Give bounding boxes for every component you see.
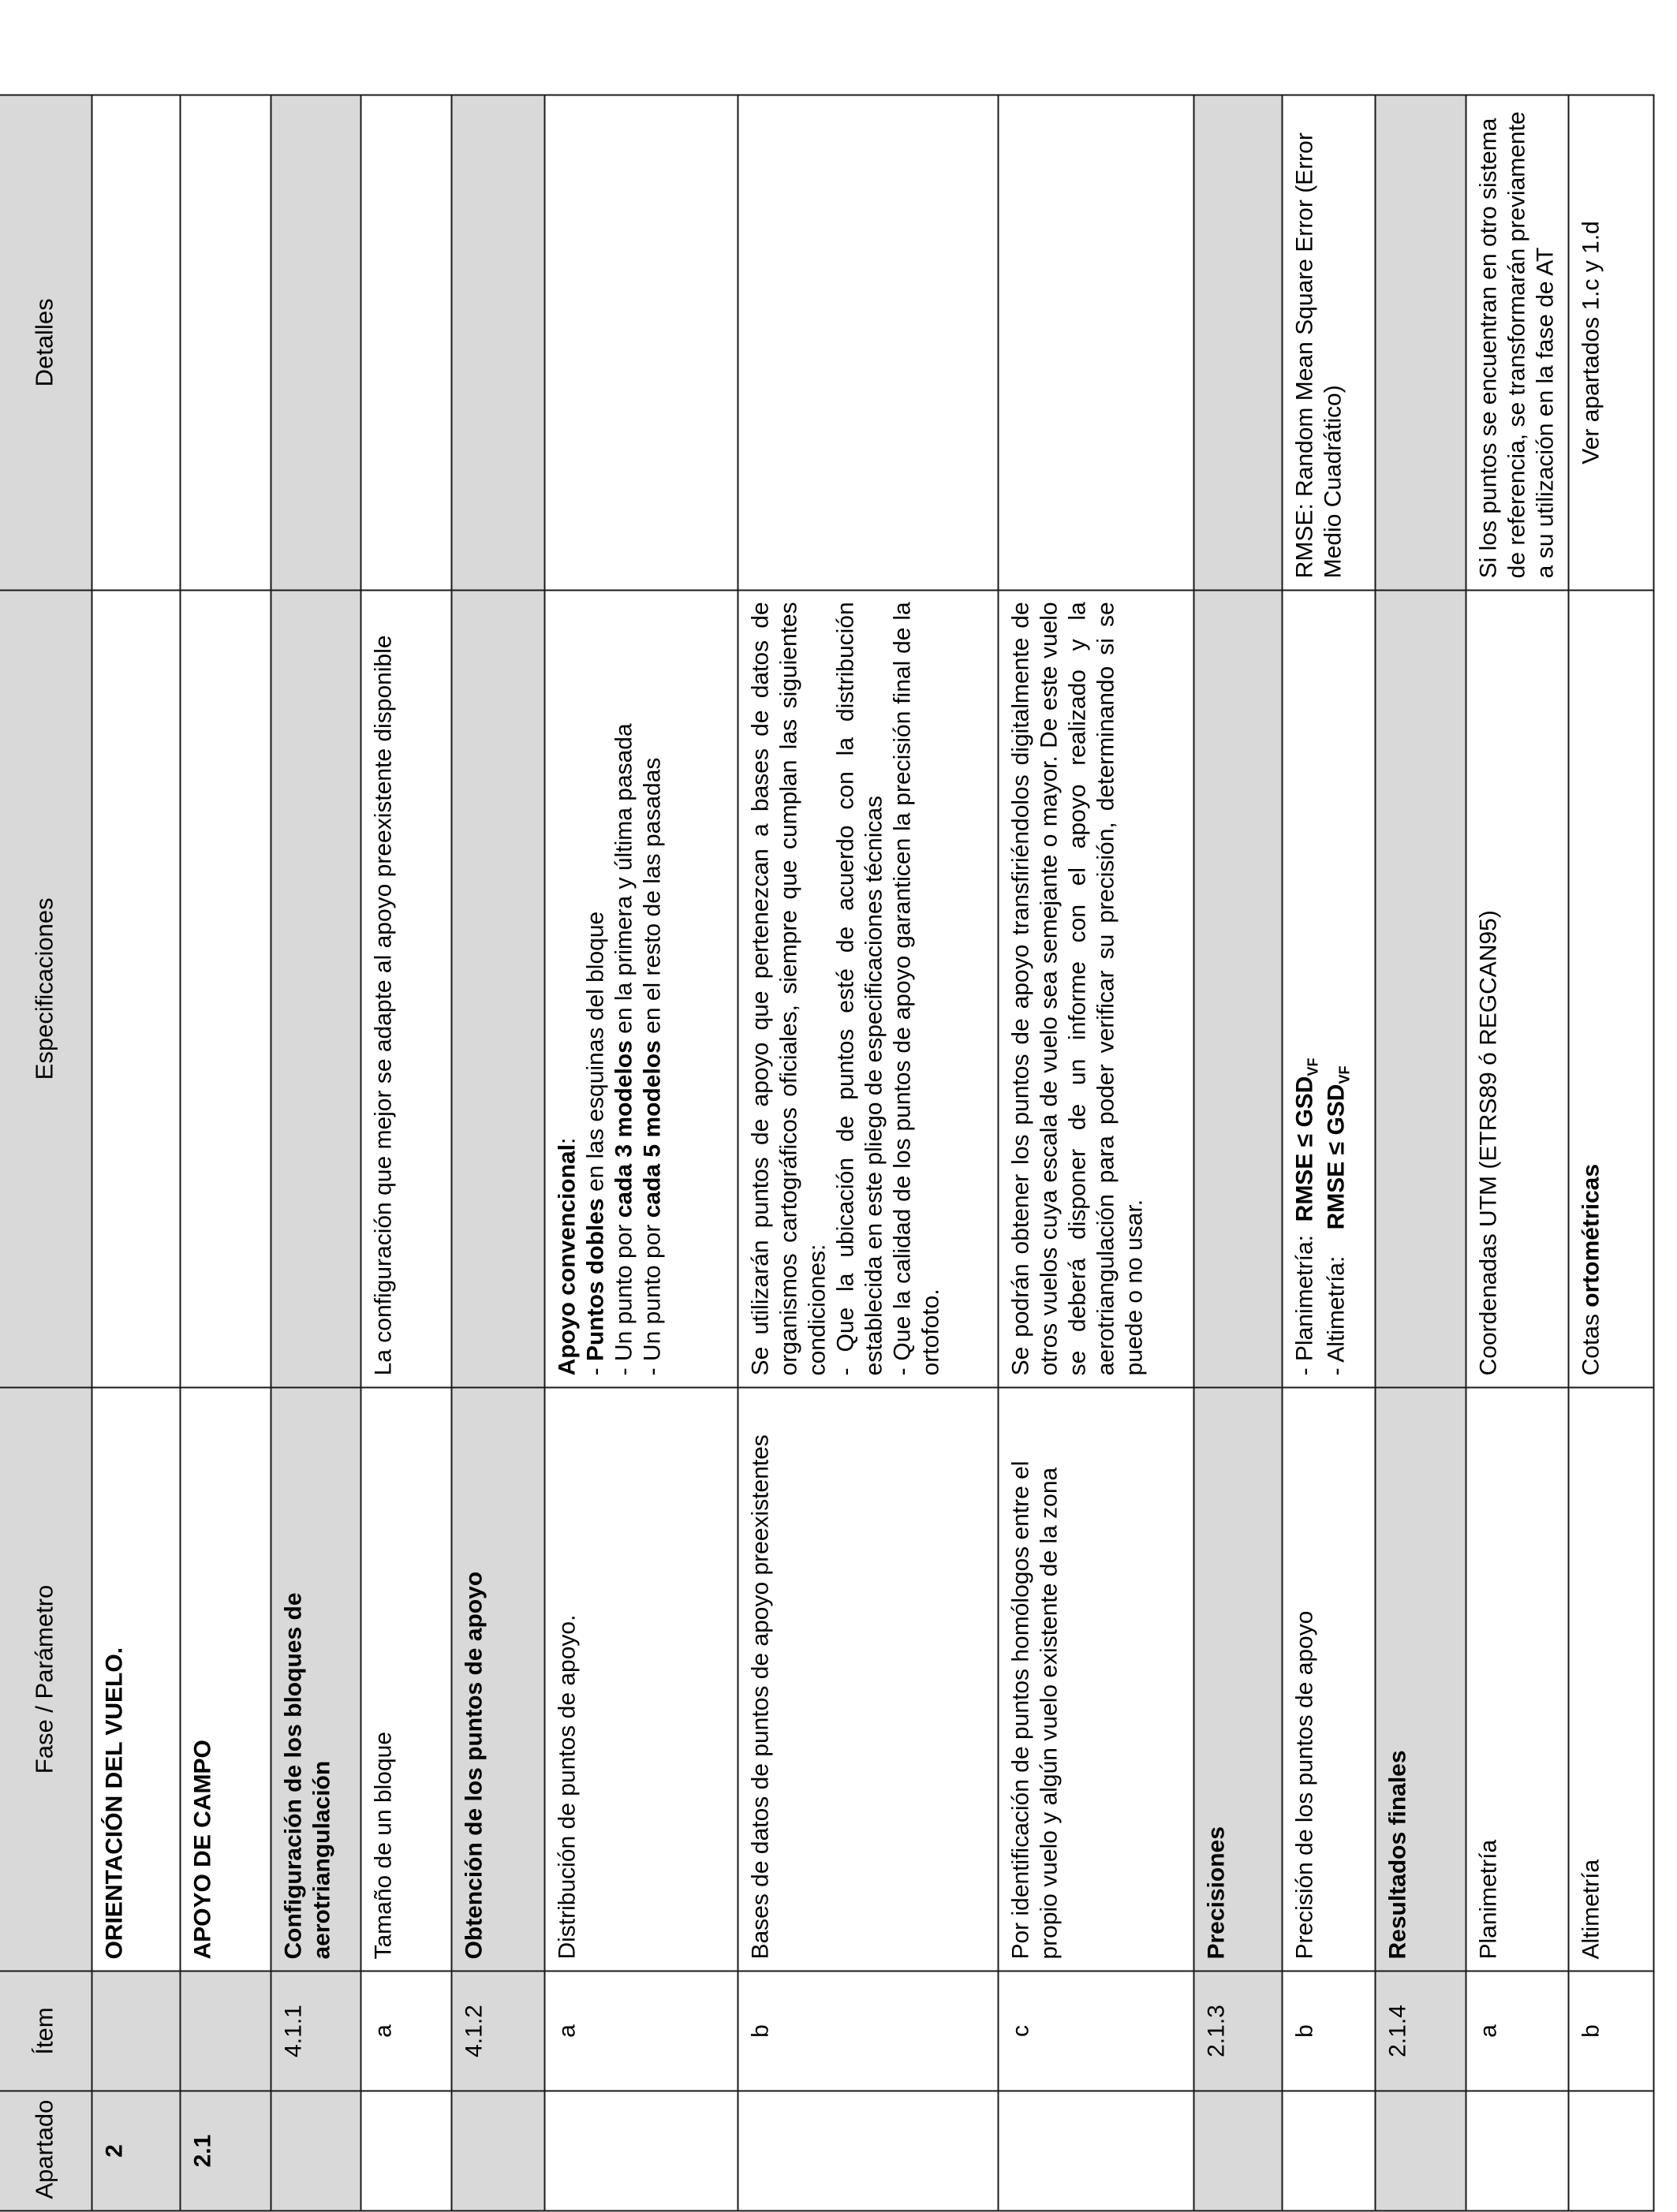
cell-spec (738, 590, 998, 1387)
cell-spec: La configuración que mejor se adapte al apoyo preexistente disponible (360, 590, 451, 1387)
cell-fase: Precisiones (1193, 1387, 1282, 1971)
table-row (1375, 95, 1466, 2211)
table-row (1282, 95, 1375, 2211)
table-row (544, 95, 738, 2211)
cell-apartado: 2 (92, 2091, 180, 2211)
cell-item: 4.1.1 (271, 1971, 360, 2091)
spec-line-3-rest: en el resto de las pasadas (639, 757, 665, 1041)
cell-fase: Precisión de los puntos de apoyo (1282, 1387, 1375, 1971)
cell-item: 2.1.4 (1375, 1971, 1466, 2091)
spec-paragraph-3: - Que la calidad de los puntos de apoyo garanticen la precisión final de la ortofoto. (889, 602, 943, 1376)
cell-fase: APOYO DE CAMPO (180, 1387, 271, 1971)
cell-fase: Tamaño de un bloque (360, 1387, 451, 1971)
header-detalles: Detalles (0, 95, 92, 591)
cell-detail (998, 95, 1193, 591)
cell-spec (1193, 590, 1282, 1387)
cell-item: b (1568, 1971, 1653, 2091)
table-row (360, 95, 451, 2211)
cell-spec: Coordenadas UTM (ETRS89 ó REGCAN95) (1466, 590, 1568, 1387)
spec-line-1-rest: en las esquinas del bloque (582, 911, 608, 1199)
planimetria-label: - Planimetría: (1291, 1235, 1317, 1376)
cell-spec (180, 590, 271, 1387)
spec-line-2-rest: en la primera y última pasada (611, 723, 637, 1041)
cell-fase: Planimetría (1466, 1387, 1568, 1971)
cell-detail: Si los puntos se encuentran en otro sistema de referencia, se transformarán previamente a su utilización en la fase de AT (1466, 95, 1568, 591)
cell-apartado (360, 2091, 451, 2211)
planimetria-subscript: VF (1305, 1058, 1320, 1076)
spec-line-1 (581, 602, 610, 1375)
cell-apartado: 2.1 (180, 2091, 271, 2211)
table-row (451, 95, 544, 2211)
table-row (1466, 95, 1568, 2211)
header-apartado: Apartado (0, 2091, 92, 2211)
table-row (998, 95, 1193, 2211)
cell-item: 2.1.3 (1193, 1971, 1282, 2091)
header-item: Ítem (0, 1971, 92, 2091)
cell-detail (544, 95, 738, 591)
altimetria-label: - Altimetría: (1322, 1255, 1349, 1376)
rotated-table-container (0, 95, 1604, 2212)
cell-spec (451, 590, 544, 1387)
cell-apartado (1282, 2091, 1375, 2211)
spec-paragraph-2: - Que la ubicación de puntos esté de acuerdo con la distribución establecida en este pliego de especificaciones técnicas (832, 602, 887, 1376)
cell-detail (360, 95, 451, 591)
cell-apartado (738, 2091, 998, 2211)
specifications-table (0, 95, 1654, 2212)
cell-fase: Bases de datos de puntos de apoyo preexistentes (738, 1387, 998, 1971)
planimetria-precision (1290, 602, 1322, 1375)
spec-line-2 (610, 602, 638, 1375)
spec-line-3-pre: - Un punto por (639, 1218, 665, 1376)
altimetria-precision (1322, 602, 1354, 1375)
cell-detail (1193, 95, 1282, 591)
table-row (1193, 95, 1282, 2211)
altimetria-value: RMSE ≤ GSD (1322, 1084, 1349, 1230)
cell-detail: Ver apartados 1.c y 1.d (1568, 95, 1653, 591)
cell-item: a (360, 1971, 451, 2091)
spec-line-2-bold: cada 3 modelos (611, 1040, 637, 1218)
cell-detail (271, 95, 360, 591)
cell-item: b (738, 1971, 998, 2091)
cell-fase: Configuración de los bloques de aerotriangulación (271, 1387, 360, 1971)
cell-apartado (1193, 2091, 1282, 2211)
cell-apartado (1568, 2091, 1653, 2211)
cell-apartado (998, 2091, 1193, 2211)
table-row (271, 95, 360, 2211)
table-row (738, 95, 998, 2211)
cell-apartado (451, 2091, 544, 2211)
cell-detail: RMSE: Random Mean Square Error (Error Medio Cuadrático) (1282, 95, 1375, 591)
cell-detail (92, 95, 180, 591)
planimetria-value: RMSE ≤ GSD (1291, 1076, 1317, 1222)
cell-fase: Obtención de los puntos de apoyo (451, 1387, 544, 1971)
cell-detail (738, 95, 998, 591)
cell-item (180, 1971, 271, 2091)
spec-line-3-bold: cada 5 modelos (639, 1040, 665, 1218)
cell-spec (92, 590, 180, 1387)
header-fase: Fase / Parámetro (0, 1387, 92, 1971)
spec-line-2-pre: - Un punto por (611, 1218, 637, 1376)
cell-spec (1375, 590, 1466, 1387)
table-row (180, 95, 271, 2211)
cell-item: a (1466, 1971, 1568, 2091)
cell-fase: Distribución de puntos de apoyo. (544, 1387, 738, 1971)
cell-spec (271, 590, 360, 1387)
cell-item: a (544, 1971, 738, 2091)
cell-detail (451, 95, 544, 591)
table-row (1568, 95, 1653, 2211)
cell-fase: ORIENTACIÓN DEL VUELO. (92, 1387, 180, 1971)
spec-line-3 (638, 602, 667, 1375)
cell-apartado (1466, 2091, 1568, 2211)
cell-apartado (1375, 2091, 1466, 2211)
cell-item: b (1282, 1971, 1375, 2091)
spec-line-1-dash: - (582, 1361, 608, 1376)
cell-fase: Por identificación de puntos homólogos entre el propio vuelo y algún vuelo existente de la zona (998, 1387, 1193, 1971)
cell-fase: Altimetría (1568, 1387, 1653, 1971)
cell-spec (1282, 590, 1375, 1387)
cell-spec (1568, 590, 1653, 1387)
cell-detail (180, 95, 271, 591)
spec-line-1-bold: Puntos dobles (582, 1198, 608, 1362)
cell-item: 4.1.2 (451, 1971, 544, 2091)
cell-item (92, 1971, 180, 2091)
table-row (92, 95, 180, 2211)
cell-item: c (998, 1971, 1193, 2091)
cell-apartado (544, 2091, 738, 2211)
spec-title-line (553, 602, 581, 1375)
spec-title: Apoyo convencional (554, 1144, 580, 1376)
cell-detail (1375, 95, 1466, 591)
cell-fase: Resultados finales (1375, 1387, 1466, 1971)
cotas-label: Cotas (1578, 1307, 1604, 1376)
cell-spec: Se podrán obtener los puntos de apoyo transfiriéndolos digitalmente de otros vuelos cuya escala de vuelo sea semejante o mayor. De este vuelo se deberá disponer de un informe con el apoyo realizado y la aerotriangulación para poder verificar su precisión, determinando si se puede o no usar. (998, 590, 1193, 1387)
altimetria-subscript: VF (1335, 1065, 1352, 1084)
header-especificaciones: Especificaciones (0, 590, 92, 1387)
spec-paragraph-1: Se utilizarán puntos de apoyo que pertenezcan a bases de datos de organismos cartográficos oficiales, siempre que cumplan las siguientes condiciones: (747, 602, 830, 1376)
spec-title-colon: : (554, 1137, 580, 1145)
cotas-type: ortométricas (1578, 1163, 1604, 1307)
cell-apartado (271, 2091, 360, 2211)
cell-spec (544, 590, 738, 1387)
table-header-row (0, 95, 92, 2211)
